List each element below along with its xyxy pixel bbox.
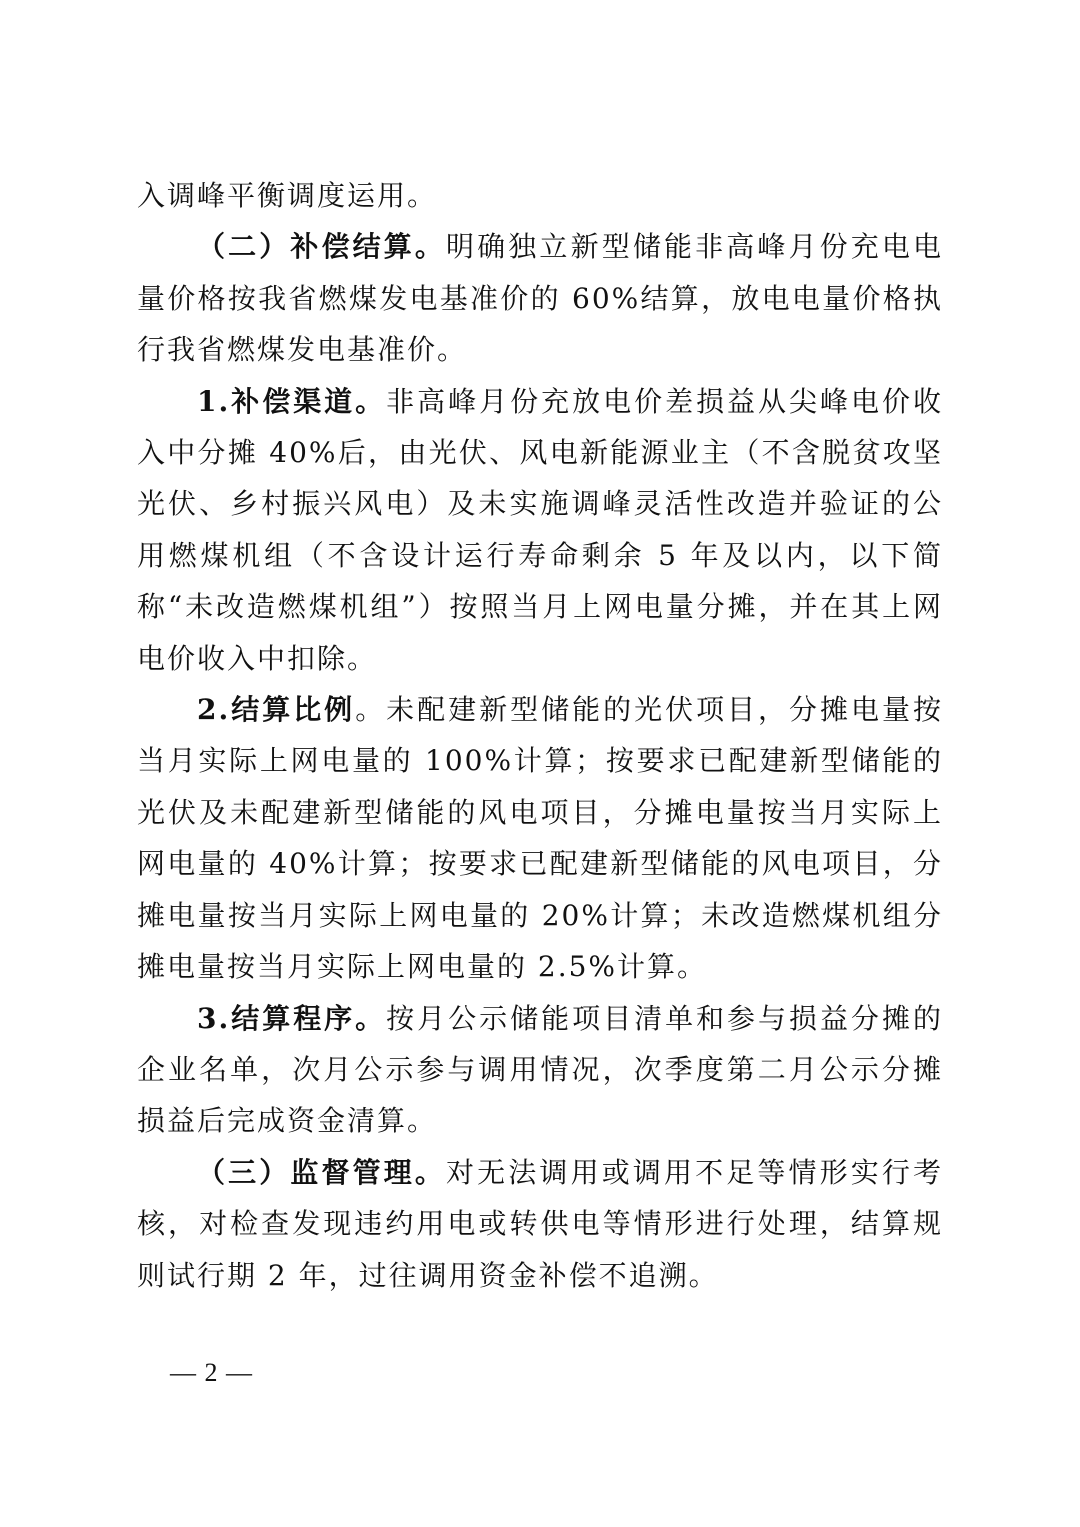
page-number: — 2 — <box>170 1358 253 1387</box>
paragraph-settlement-ratio <box>137 684 943 992</box>
paragraph-compensation-settlement <box>137 221 943 375</box>
section-heading: （三）监督管理。 <box>197 1155 447 1189</box>
document-body <box>137 170 943 1301</box>
paragraph-continuation <box>137 170 943 221</box>
paragraph-compensation-channel <box>137 376 943 684</box>
paragraph-supervision <box>137 1147 943 1301</box>
paragraph-text: 入调峰平衡调度运用。 <box>137 179 438 212</box>
paragraph-text: 非高峰月份充放电价差损益从尖峰电价收入中分摊 40%后，由光伏、风电新能源业主（不含脱贫攻坚光伏、乡村振兴风电）及未实施调峰灵活性改造并验证的公用燃煤机组（不含设计运行寿命剩余 5 年及以内，以下简称“未改造燃煤机组”）按照当月上网电量分摊，并在其上网电价收入中扣除。 <box>137 384 943 675</box>
paragraph-text: 明确独立新型储能非高峰月份充电电量价格按我省燃煤发电基准价的 60%结算，放电电量价格执行我省燃煤发电基准价。 <box>137 230 943 367</box>
subsection-heading: 1.补偿渠道。 <box>197 384 387 418</box>
paragraph-text: 按月公示储能项目清单和参与损益分摊的企业名单，次月公示参与调用情况，次季度第二月公示分摊损益后完成资金清算。 <box>137 1001 943 1138</box>
subsection-heading: 3.结算程序。 <box>197 1001 387 1035</box>
paragraph-text: 。未配建新型储能的光伏项目，分摊电量按当月实际上网电量的 100%计算；按要求已配建新型储能的光伏及未配建新型储能的风电项目，分摊电量按当月实际上网电量的 40%计算；按要求已配建新型储能的风电项目，分摊电量按当月实际上网电量的 20%计算；未改造燃煤机组分摊电量按当月实际上网电量的 2.5%计算。 <box>137 693 943 984</box>
section-heading: （二）补偿结算。 <box>197 230 447 264</box>
paragraph-text: 对无法调用或调用不足等情形实行考核，对检查发现违约用电或转供电等情形进行处理，结算规则试行期 2 年，过往调用资金补偿不追溯。 <box>137 1155 943 1292</box>
subsection-heading: 2.结算比例 <box>197 693 356 727</box>
paragraph-settlement-procedure <box>137 993 943 1147</box>
